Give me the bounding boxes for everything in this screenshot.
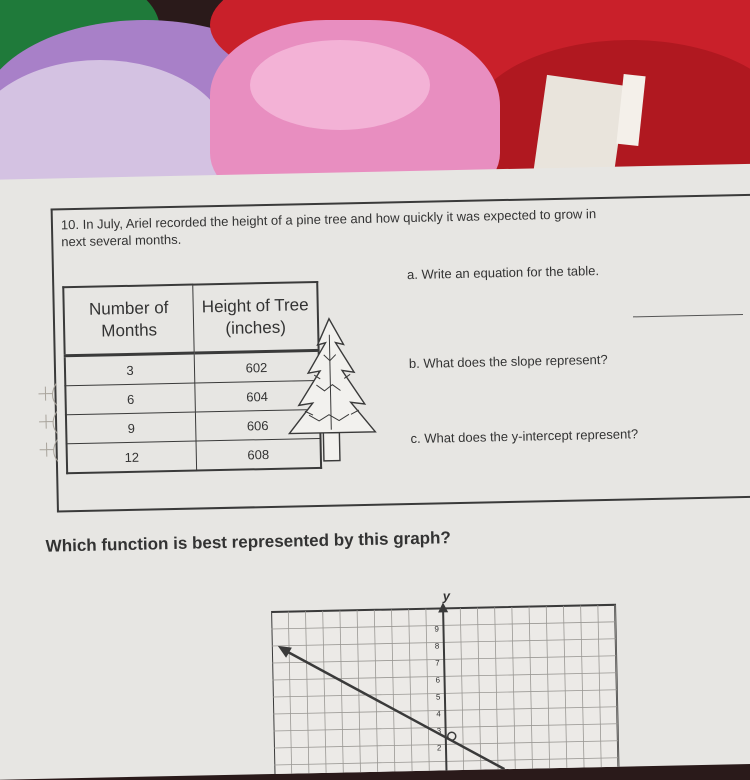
y-axis-label: y bbox=[442, 588, 451, 604]
part-a-prompt: a. Write an equation for the table. bbox=[406, 263, 600, 283]
coordinate-graph bbox=[271, 586, 635, 773]
fabric-tag bbox=[534, 75, 626, 180]
y-tick-label: 2 bbox=[436, 743, 442, 753]
cell-months: 3 bbox=[65, 353, 195, 386]
pine-tree-icon bbox=[283, 314, 381, 466]
question-2-text: Which function is best represented by this graph? bbox=[45, 528, 452, 556]
worksheet-paper bbox=[0, 163, 750, 780]
part-b-prompt: b. What does the slope represent? bbox=[408, 351, 608, 372]
fabric-pink-highlight bbox=[250, 40, 430, 130]
y-tick-label: 9 bbox=[434, 624, 440, 634]
question-line-1: 10. In July, Ariel recorded the height of a pine tree and how quickly it was expected to grow in bbox=[60, 206, 597, 233]
header-months: Number of Months bbox=[63, 285, 194, 356]
cell-height: 608 bbox=[196, 438, 321, 470]
y-tick-label: 5 bbox=[435, 692, 441, 702]
growth-table bbox=[62, 281, 322, 474]
pencil-marks bbox=[34, 373, 76, 474]
y-tick-label: 6 bbox=[435, 675, 441, 685]
table-row bbox=[67, 438, 322, 473]
header-height: Height of Tree (inches) bbox=[193, 282, 319, 353]
question-line-2: next several months. bbox=[61, 231, 182, 250]
y-tick-label: 4 bbox=[436, 709, 441, 719]
y-tick-label: 7 bbox=[435, 658, 440, 668]
cell-months: 9 bbox=[66, 412, 196, 444]
cell-height: 606 bbox=[195, 409, 320, 441]
y-tick-label: 3 bbox=[436, 726, 442, 736]
cell-months: 6 bbox=[65, 383, 195, 415]
cell-height: 604 bbox=[195, 380, 320, 412]
y-tick-label: 8 bbox=[434, 641, 440, 651]
part-c-prompt: c. What does the y-intercept represent? bbox=[410, 426, 639, 447]
cell-height: 602 bbox=[194, 350, 319, 383]
cell-months: 12 bbox=[67, 441, 197, 473]
